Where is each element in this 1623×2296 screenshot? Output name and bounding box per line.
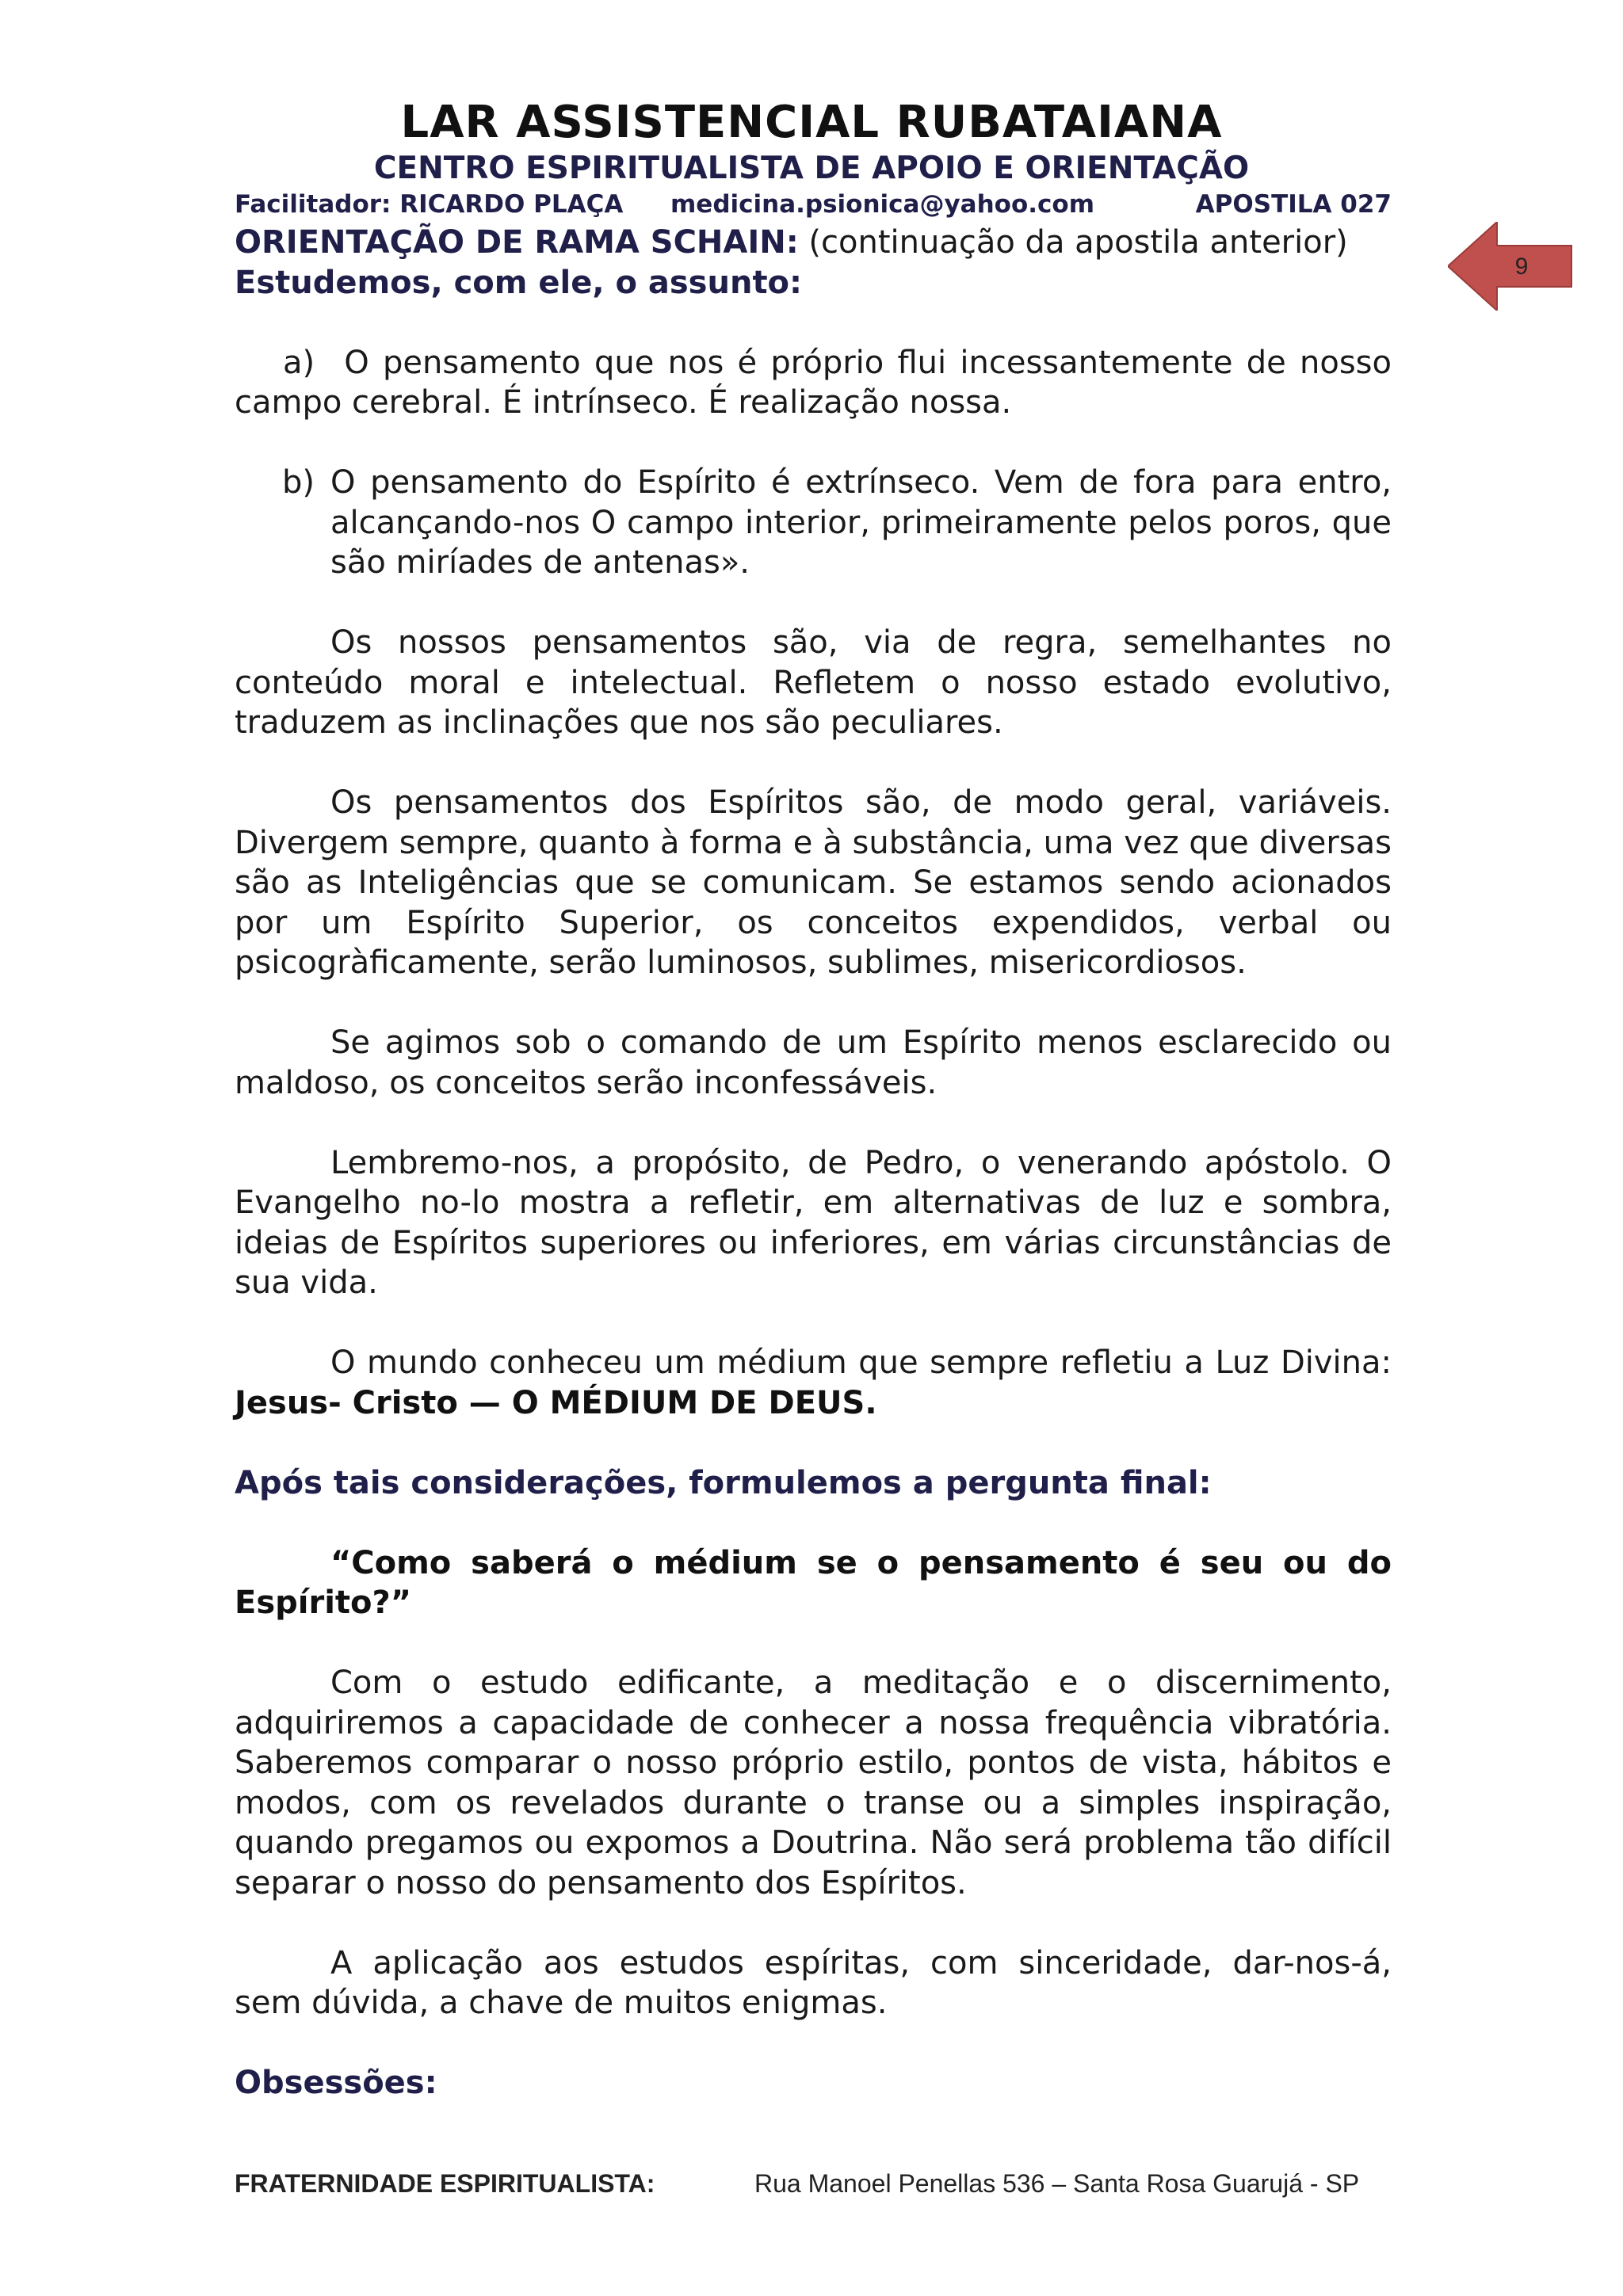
footer-address: Rua Manoel Penellas 536 – Santa Rosa Guarujá - SP — [754, 2169, 1360, 2198]
section-title-continuation: (continuação da apostila anterior) — [798, 224, 1348, 261]
page-number-arrow-icon — [1448, 222, 1573, 311]
page-number: 9 — [1514, 254, 1529, 280]
paragraph-4: Lembremo-nos, a propósito, de Pedro, o venerando apóstolo. O Evangelho no-lo mostra a refletir, em alternativas de luz e sombra, ideias de Espíritos superiores ou inferiores, em várias circunstâncias de sua vida. — [235, 1144, 1392, 1301]
section-title — [235, 223, 1392, 263]
section-title-bold: ORIENTAÇÃO DE RAMA SCHAIN: — [235, 224, 799, 261]
list-text-a: O pensamento que nos é próprio flui incessantemente de nosso campo cerebral. É intrínseco. É realização nossa. — [235, 344, 1392, 421]
org-title: LAR ASSISTENCIAL RUBATAIANA — [400, 97, 1223, 148]
center-subtitle: CENTRO ESPIRITUALISTA DE APOIO E ORIENTAÇÃO — [373, 151, 1250, 186]
list-marker-a: a) — [283, 344, 315, 381]
paragraph-7: A aplicação aos estudos espíritas, com sinceridade, dar-nos-á, sem dúvida, a chave de muitos enigmas. — [235, 1944, 1392, 2021]
paragraph-3: Se agimos sob o comando de um Espírito menos esclarecido ou maldoso, os conceitos serão inconfessáveis. — [235, 1024, 1392, 1101]
facilitator-row — [235, 190, 1392, 222]
paragraph-5-bold: Jesus- Cristo — O MÉDIUM DE DEUS. — [235, 1384, 877, 1421]
list-item-a — [235, 343, 1392, 423]
question-intro: Após tais considerações, formulemos a pergunta final: — [235, 1464, 1212, 1501]
obsessoes-heading: Obsessões: — [235, 2065, 437, 2101]
footer-organization: FRATERNIDADE ESPIRITUALISTA: — [235, 2169, 655, 2198]
facilitator-name: Facilitador: RICARDO PLAÇA — [235, 190, 624, 219]
document-body — [235, 223, 1392, 2143]
intro-line: Estudemos, com ele, o assunto: — [235, 264, 803, 301]
question-quote: “Como saberá o médium se o pensamento é seu ou do Espírito?” — [235, 1544, 1392, 1621]
paragraph-5 — [235, 1343, 1392, 1423]
list-item-b — [235, 463, 1392, 583]
list-marker-b: b) — [282, 464, 315, 501]
list-text-b: O pensamento do Espírito é extrínseco. Vem de fora para entro, alcançando-nos O campo interior, primeiramente pelos poros, que são miríades de antenas». — [330, 464, 1392, 581]
apostila-number: APOSTILA 027 — [1195, 190, 1392, 219]
paragraph-2: Os pensamentos dos Espíritos são, de modo geral, variáveis. Divergem sempre, quanto à forma e à substância, uma vez que diversas são as Inteligências que se comunicam. Se estamos sendo acionados por um Espírito Superior, os conceitos expendidos, verbal ou psicogràficamente, serão luminosos, sublimes, misericordiosos. — [235, 784, 1392, 981]
paragraph-5-text: O mundo conheceu um médium que sempre refletiu a Luz Divina: — [330, 1344, 1392, 1381]
page-badge-shape — [1448, 222, 1571, 311]
paragraph-6: Com o estudo edificante, a meditação e o discernimento, adquiriremos a capacidade de conhecer a nossa frequência vibratória. Saberemos comparar o nosso próprio estilo, pontos de vista, hábitos e modos, com os revelados durante o transe ou a simples inspiração, quando pregamos ou expomos a Doutrina. Não será problema tão difícil separar o nosso do pensamento dos Espíritos. — [235, 1665, 1392, 1901]
paragraph-1: Os nossos pensamentos são, via de regra, semelhantes no conteúdo moral e intelectual. Refletem o nosso estado evolutivo, traduzem as inclinações que nos são peculiares. — [235, 624, 1392, 741]
facilitator-email: medicina.psionica@yahoo.com — [670, 190, 1095, 219]
